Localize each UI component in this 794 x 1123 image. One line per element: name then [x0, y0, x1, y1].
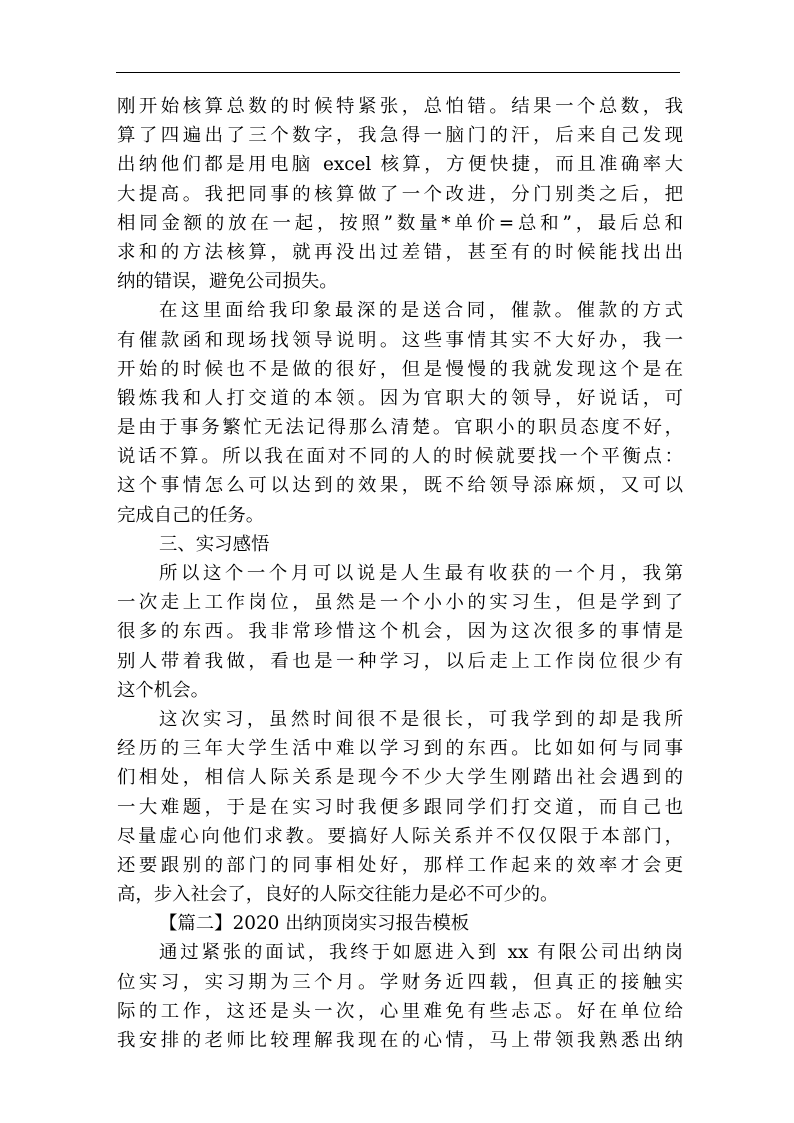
- text-line: 高，步入社会了，良好的人际交往能力是必不可少的。: [117, 884, 559, 906]
- text-line: 大提高。我把同事的核算做了一个改进，分门别类之后，把: [117, 183, 683, 205]
- text-line: 通过紧张的面试，我终于如愿进入到 xx 有限公司出纳岗: [159, 942, 683, 964]
- text-line: 尽量虚心向他们求教。要搞好人际关系并不仅仅限于本部门，: [117, 825, 683, 847]
- text-line: 【篇二】2020 出纳顶岗实习报告模板: [159, 913, 470, 935]
- text-line: 三、实习感悟: [159, 533, 270, 555]
- text-line: 这个事情怎么可以达到的效果，既不给领导添麻烦，又可以: [117, 475, 683, 497]
- text-line: 我安排的老师比较理解我现在的心情，马上带领我熟悉出纳: [117, 1030, 683, 1051]
- text-line: 位实习，实习期为三个月。学财务近四载，但真正的接触实: [117, 971, 683, 993]
- text-line: 锻炼我和人打交道的本领。因为官职大的领导，好说话，可: [117, 387, 683, 409]
- text-line: 开始的时候也不是做的很好，但是慢慢的我就发现这个是在: [117, 358, 683, 380]
- text-line: 们相处，相信人际关系是现今不少大学生刚踏出社会遇到的: [117, 767, 683, 789]
- text-line: 说话不算。所以我在面对不同的人的时候就要找一个平衡点：: [117, 446, 683, 468]
- text-line: 经历的三年大学生活中难以学习到的东西。比如如何与同事: [117, 738, 683, 760]
- text-line: 所以这个一个月可以说是人生最有收获的一个月，我第: [159, 563, 683, 584]
- text-line: 求和的方法核算，就再没出过差错，甚至有的时候能找出出: [117, 241, 683, 263]
- text-line: 完成自己的任务。: [117, 504, 265, 526]
- document-body: [117, 92, 683, 1055]
- header-rule: [116, 72, 680, 73]
- text-line: 算了四遍出了三个数字，我急得一脑门的汗，后来自己发现: [117, 125, 683, 147]
- text-line: 刚开始核算总数的时候特紧张，总怕错。结果一个总数，我: [117, 96, 683, 117]
- text-line: 是由于事务繁忙无法记得那么清楚。官职小的职员态度不好，: [117, 417, 683, 439]
- text-line: 有催款函和现场找领导说明。这些事情其实不大好办，我一: [117, 329, 683, 351]
- text-line: 纳的错误，避免公司损失。: [117, 271, 338, 293]
- text-line: 际的工作，这还是头一次，心里难免有些忐忑。好在单位给: [117, 1000, 683, 1022]
- text-line: 相同金额的放在一起，按照”数量*单价=总和”，最后总和: [117, 212, 683, 234]
- text-line: 这个机会。: [117, 679, 209, 701]
- text-line: 在这里面给我印象最深的是送合同，催款。催款的方式: [159, 300, 683, 322]
- text-line: 别人带着我做，看也是一种学习，以后走上工作岗位很少有: [117, 650, 683, 672]
- text-line: 还要跟别的部门的同事相处好，那样工作起来的效率才会更: [117, 854, 683, 876]
- text-line: 一次走上工作岗位，虽然是一个小小的实习生，但是学到了: [117, 592, 683, 614]
- text-line: 出纳他们都是用电脑 excel 核算，方便快捷，而且准确率大: [117, 154, 683, 176]
- text-line: 这次实习，虽然时间很不是很长，可我学到的却是我所: [159, 708, 683, 730]
- text-line: 很多的东西。我非常珍惜这个机会，因为这次很多的事情是: [117, 621, 683, 643]
- text-line: 一大难题，于是在实习时我便多跟同学们打交道，而自己也: [117, 796, 683, 818]
